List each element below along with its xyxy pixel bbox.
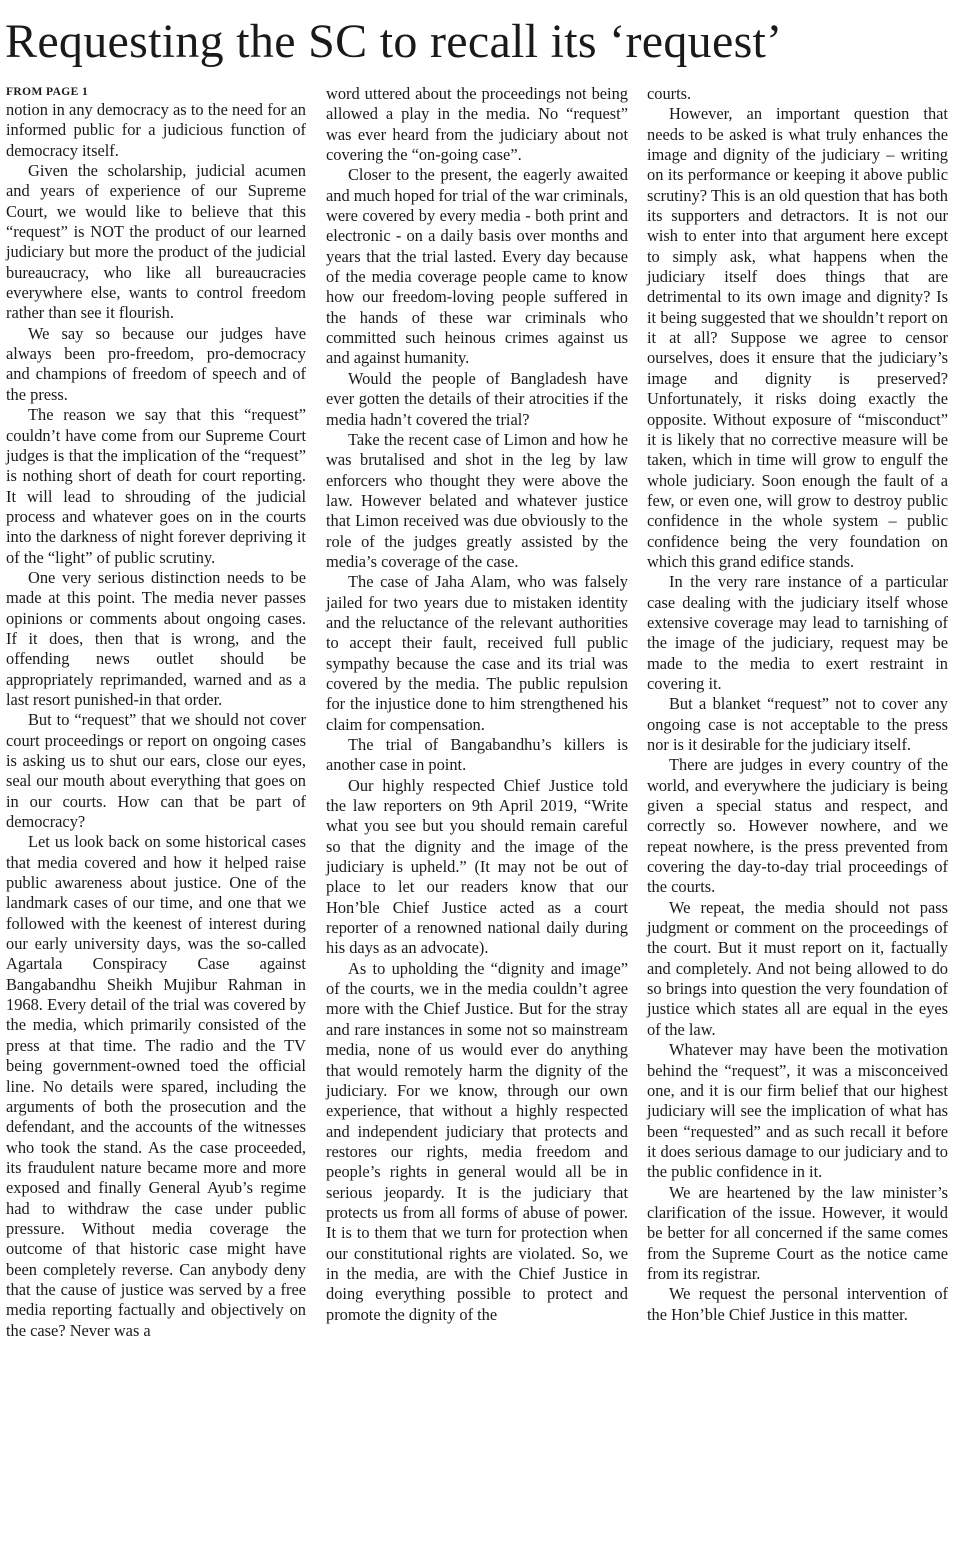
paragraph: As to upholding the “dignity and image” of the courts, we in the media couldn’t agree more with the Chief Justice. But for the stray and rare instances in some not so mainstream media, none of us would ever do anything that would remotely harm the dignity of the judiciary. For we know, through our own experience, that without a highly respected and independent judiciary that protects and restores our rights, media freedom and people’s rights in general would all be in serious jeopardy. It is the judiciary that protects us from all forms of abuse of power. It is to them that we turn for protection when our constitutional rights are violated. So, we in the media, are with the Chief Justice in doing everything possible to protect and promote the dignity of the — [326, 958, 628, 1324]
paragraph: In the very rare instance of a particular case dealing with the judiciary itself whose extensive coverage may lead to tarnishing of the image of the judiciary, request may be made to the media to exert restraint in covering it. — [647, 572, 948, 693]
paragraph: We say so because our judges have always been pro-freedom, pro-democracy and champions of freedom of speech and of the press. — [6, 323, 306, 404]
column-1 — [6, 84, 306, 1341]
paragraph: One very serious distinction needs to be made at this point. The media never passes opinions or comments about ongoing cases. If it does, then that is wrong, and the offending news outlet should be appropriately reprimanded, warned and as a last resort punished-in that order. — [6, 567, 306, 709]
paragraph: The case of Jaha Alam, who was falsely jailed for two years due to mistaken identity and the reluctance of the relevant authorities to accept their fault, received full public sympathy because the case and its trial was covered by the media. The public repulsion for the injustice done to him strengthened his claim for compensation. — [326, 572, 628, 734]
paragraph: Whatever may have been the motivation behind the “request”, it was a misconceived one, and it is our firm belief that our highest judiciary will see the implication of what has been “requested” and as such recall it before it does serious damage to our judiciary and to the public confidence in it. — [647, 1040, 948, 1182]
column-2 — [326, 84, 628, 1325]
paragraph: notion in any democracy as to the need for an informed public for a judicious function of democracy itself. — [6, 100, 306, 160]
paragraph: Given the scholarship, judicial acumen and years of experience of our Supreme Court, we would like to believe that this “request” is NOT the product of our learned judiciary but more the product of the judicial bureaucracy, who like all bureaucracies everywhere else, wants to control freedom rather than see it flourish. — [6, 161, 306, 323]
paragraph: The trial of Bangabandhu’s killers is another case in point. — [326, 735, 628, 775]
paragraph: We are heartened by the law minister’s clarification of the issue. However, it would be better for all concerned if the same comes from the Supreme Court as the notice came from its registrar. — [647, 1182, 948, 1283]
paragraph: The reason we say that this “request” couldn’t have come from our Supreme Court judges is that the implication of the “request” is nothing short of death for court reporting. It will lead to shrouding of the judicial process and whatever goes on in the courts into the darkness of night forever depriving it of the “light” of public scrutiny. — [6, 405, 306, 567]
paragraph: word uttered about the proceedings not being allowed a play in the media. No “request” was ever heard from the judiciary about not covering the “on-going case”. — [326, 84, 628, 165]
paragraph: But to “request” that we should not cover court proceedings or report on ongoing cases is asking us to shut our ears, close our eyes, seal our mouth about everything that goes on in our courts. How can that be part of democracy? — [6, 710, 306, 832]
paragraph: Would the people of Bangladesh have ever gotten the details of their atrocities if the media hadn’t covered the trial? — [326, 368, 628, 429]
paragraph: However, an important question that needs to be asked is what truly enhances the image and dignity of the judiciary – writing on its performance or keeping it above public scrutiny? This is an old question that has both its supporters and detractors. It is not our wish to enter into that argument here except to simply ask, what happens when the judiciary itself does things that are detrimental to its own image and dignity? Is it being suggested that we shouldn’t report on it at all? Suppose we agree to censor ourselves, does it ensure that the judiciary’s image and dignity is preserved? Unfortunately, it risks doing exactly the opposite. Without exposure of “misconduct” it is likely that no corrective measure will be taken, which in time will grow to engulf the whole judiciary. Soon enough the fault of a few, or even one, will grow to destroy public confidence in the whole system – public confidence being the very foundation on which this grand edifice stands. — [647, 104, 948, 571]
column-3 — [647, 84, 948, 1325]
headline: Requesting the SC to recall its ‘request’ — [5, 15, 783, 68]
paragraph: Let us look back on some historical cases that media covered and how it helped raise public awareness about justice. One of the landmark cases of our time, and one that we followed with the keenest of interest during our early university days, was the so-called Agartala Conspiracy Case against Bangabandhu Sheikh Mujibur Rahman in 1968. Every detail of the trial was covered by the media, which primarily consisted of the press at that time. The radio and the TV being government-owned toed the official line. No details were spared, including the arguments of both the prosecution and the defendant, and the accounts of the witnesses who took the stand. As the case proceeded, its fraudulent nature became more and more exposed and finally General Ayub’s regime had to withdraw the case under public pressure. Without media coverage the outcome of that historic case might have been completely reverse. Can anybody deny that the cause of justice was served by a free media reporting factually and objectively on the case? Never was a — [6, 832, 306, 1340]
paragraph: Closer to the present, the eagerly awaited and much hoped for trial of the war criminals, were covered by every media - both print and electronic - on a daily basis over months and years that the trial lasted. Every day because of the media coverage people came to know how our freedom-loving people suffered in the hands of these war criminals who committed such heinous crimes against us and against humanity. — [326, 165, 628, 368]
paragraph: We request the personal intervention of the Hon’ble Chief Justice in this matter. — [647, 1284, 948, 1324]
paragraph: There are judges in every country of the world, and everywhere the judiciary is being given a special status and respect, and correctly so. However nowhere, and we repeat nowhere, is the press prevented from covering the day-to-day trial proceedings of the courts. — [647, 755, 948, 897]
paragraph: We repeat, the media should not pass judgment or comment on the proceedings of the court. But it must report on it, factually and completely. And not being allowed to do so brings into question the very foundation of justice which states all are equal in the eyes of the law. — [647, 897, 948, 1039]
paragraph: courts. — [647, 84, 692, 103]
paragraph: But a blanket “request” not to cover any ongoing case is not acceptable to the press nor is it desirable for the judiciary itself. — [647, 694, 948, 754]
paragraph: Our highly respected Chief Justice told the law reporters on 9th April 2019, “Write what you see but you should remain careful so that the dignity and the image of the judiciary is upheld.” (It may not be out of place to let our readers know that our Hon’ble Chief Justice acted as a court reporter of a renowned national daily during his days as an advocate). — [326, 775, 628, 958]
paragraph: Take the recent case of Limon and how he was brutalised and shot in the leg by law enforcers who thought they were above the law. However belated and whatever justice that Limon received was due obviously to the role of the judges greatly assisted by the media’s coverage of the case. — [326, 429, 628, 571]
kicker: FROM PAGE 1 — [6, 86, 89, 98]
